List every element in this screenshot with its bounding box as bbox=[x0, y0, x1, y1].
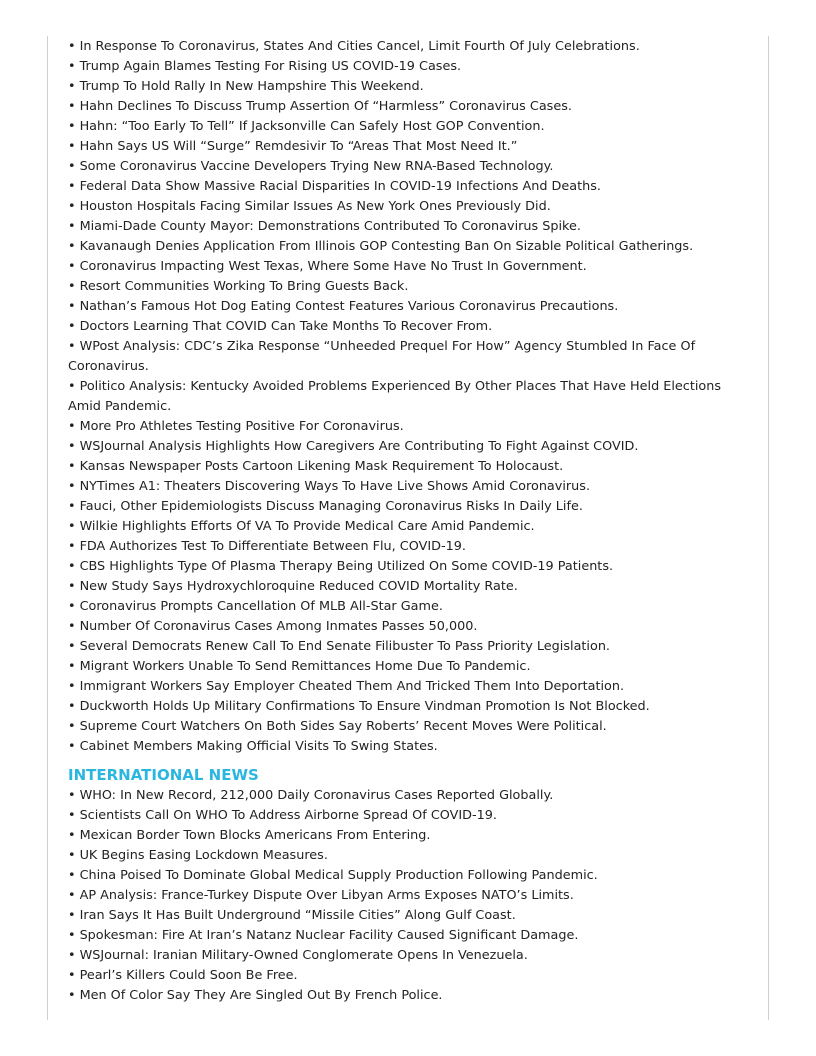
headline-item[interactable] bbox=[68, 97, 748, 117]
headline-item[interactable] bbox=[68, 197, 748, 217]
bullet-icon: • bbox=[68, 868, 76, 883]
headline-item[interactable] bbox=[68, 737, 748, 757]
bullet-icon: • bbox=[68, 619, 76, 634]
bullet-icon: • bbox=[68, 119, 76, 134]
headline-text: More Pro Athletes Testing Positive For Coronavirus. bbox=[79, 419, 404, 434]
headline-item[interactable] bbox=[68, 337, 748, 377]
headline-item[interactable] bbox=[68, 657, 748, 677]
bullet-icon: • bbox=[68, 539, 76, 554]
headline-text: Scientists Call On WHO To Address Airborne Spread Of COVID-19. bbox=[79, 808, 497, 823]
headline-text: Politico Analysis: Kentucky Avoided Problems Experienced By Other Places That Have Held Elections Amid Pandemic. bbox=[68, 379, 722, 414]
headline-item[interactable] bbox=[68, 826, 748, 846]
bullet-icon: • bbox=[68, 679, 76, 694]
headline-text: Some Coronavirus Vaccine Developers Trying New RNA-Based Technology. bbox=[79, 159, 554, 174]
headline-text: In Response To Coronavirus, States And Cities Cancel, Limit Fourth Of July Celebrations. bbox=[79, 39, 640, 54]
headline-item[interactable] bbox=[68, 866, 748, 886]
bullet-icon: • bbox=[68, 948, 76, 963]
headline-text: Trump Again Blames Testing For Rising US COVID-19 Cases. bbox=[79, 59, 462, 74]
bullet-icon: • bbox=[68, 719, 76, 734]
bullet-icon: • bbox=[68, 99, 76, 114]
headline-text: WPost Analysis: CDC’s Zika Response “Unheeded Prequel For How” Agency Stumbled In Face Of Coronavirus. bbox=[68, 339, 696, 374]
bullet-icon: • bbox=[68, 808, 76, 823]
headline-text: WSJournal: Iranian Military-Owned Conglomerate Opens In Venezuela. bbox=[79, 948, 528, 963]
headline-text: Iran Says It Has Built Underground “Missile Cities” Along Gulf Coast. bbox=[79, 908, 516, 923]
headline-text: AP Analysis: France-Turkey Dispute Over Libyan Arms Exposes NATO’s Limits. bbox=[79, 888, 574, 903]
bullet-icon: • bbox=[68, 888, 76, 903]
headline-text: Coronavirus Impacting West Texas, Where Some Have No Trust In Government. bbox=[79, 259, 587, 274]
bullet-icon: • bbox=[68, 59, 76, 74]
bullet-icon: • bbox=[68, 579, 76, 594]
headline-text: Coronavirus Prompts Cancellation Of MLB All-Star Game. bbox=[79, 599, 443, 614]
headline-text: Migrant Workers Unable To Send Remittances Home Due To Pandemic. bbox=[79, 659, 531, 674]
bullet-icon: • bbox=[68, 459, 76, 474]
right-border-line bbox=[768, 36, 769, 1020]
headline-text: Fauci, Other Epidemiologists Discuss Managing Coronavirus Risks In Daily Life. bbox=[79, 499, 583, 514]
headline-text: Mexican Border Town Blocks Americans From Entering. bbox=[79, 828, 431, 843]
headline-item[interactable] bbox=[68, 697, 748, 717]
headline-text: CBS Highlights Type Of Plasma Therapy Being Utilized On Some COVID-19 Patients. bbox=[79, 559, 614, 574]
bullet-icon: • bbox=[68, 179, 76, 194]
headline-item[interactable] bbox=[68, 157, 748, 177]
headline-text: Kansas Newspaper Posts Cartoon Likening Mask Requirement To Holocaust. bbox=[79, 459, 564, 474]
headline-item[interactable] bbox=[68, 57, 748, 77]
headline-item[interactable] bbox=[68, 117, 748, 137]
headline-text: Hahn Declines To Discuss Trump Assertion Of “Harmless” Coronavirus Cases. bbox=[79, 99, 572, 114]
bullet-icon: • bbox=[68, 908, 76, 923]
bullet-icon: • bbox=[68, 39, 76, 54]
headline-item[interactable] bbox=[68, 577, 748, 597]
headline-item[interactable] bbox=[68, 217, 748, 237]
headline-text: Trump To Hold Rally In New Hampshire This Weekend. bbox=[79, 79, 424, 94]
headline-text: Resort Communities Working To Bring Guests Back. bbox=[79, 279, 409, 294]
headline-item[interactable] bbox=[68, 806, 748, 826]
headline-text: FDA Authorizes Test To Differentiate Between Flu, COVID-19. bbox=[79, 539, 466, 554]
bullet-icon: • bbox=[68, 928, 76, 943]
headline-item[interactable] bbox=[68, 277, 748, 297]
headline-text: Duckworth Holds Up Military Confirmations To Ensure Vindman Promotion Is Not Blocked. bbox=[79, 699, 650, 714]
headline-item[interactable] bbox=[68, 457, 748, 477]
headline-item[interactable] bbox=[68, 637, 748, 657]
headline-item[interactable] bbox=[68, 377, 748, 417]
headline-text: Immigrant Workers Say Employer Cheated Them And Tricked Them Into Deportation. bbox=[79, 679, 625, 694]
headline-item[interactable] bbox=[68, 297, 748, 317]
headline-item[interactable] bbox=[68, 257, 748, 277]
bullet-icon: • bbox=[68, 339, 76, 354]
headline-text: UK Begins Easing Lockdown Measures. bbox=[79, 848, 328, 863]
international-news-heading: INTERNATIONAL NEWS bbox=[68, 766, 259, 784]
headline-item[interactable] bbox=[68, 237, 748, 257]
headline-item[interactable] bbox=[68, 677, 748, 697]
bullet-icon: • bbox=[68, 739, 76, 754]
headline-item[interactable] bbox=[68, 177, 748, 197]
headline-text: Hahn Says US Will “Surge” Remdesivir To “Areas That Most Need It.” bbox=[79, 139, 518, 154]
bullet-icon: • bbox=[68, 479, 76, 494]
headline-text: China Poised To Dominate Global Medical Supply Production Following Pandemic. bbox=[79, 868, 598, 883]
bullet-icon: • bbox=[68, 139, 76, 154]
headline-text: Kavanaugh Denies Application From Illinois GOP Contesting Ban On Sizable Political Gatherings. bbox=[79, 239, 694, 254]
bullet-icon: • bbox=[68, 639, 76, 654]
left-border-line bbox=[47, 36, 48, 1020]
bullet-icon: • bbox=[68, 239, 76, 254]
bullet-icon: • bbox=[68, 699, 76, 714]
bullet-icon: • bbox=[68, 499, 76, 514]
bullet-icon: • bbox=[68, 379, 76, 394]
headline-text: Doctors Learning That COVID Can Take Months To Recover From. bbox=[79, 319, 493, 334]
bullet-icon: • bbox=[68, 419, 76, 434]
headline-item[interactable] bbox=[68, 946, 748, 966]
headline-text: Number Of Coronavirus Cases Among Inmates Passes 50,000. bbox=[79, 619, 478, 634]
bullet-icon: • bbox=[68, 988, 76, 1003]
bullet-icon: • bbox=[68, 828, 76, 843]
headline-text: Supreme Court Watchers On Both Sides Say Roberts’ Recent Moves Were Political. bbox=[79, 719, 607, 734]
headline-item[interactable] bbox=[68, 926, 748, 946]
bullet-icon: • bbox=[68, 659, 76, 674]
headline-item[interactable] bbox=[68, 906, 748, 926]
headline-item[interactable] bbox=[68, 437, 748, 457]
headline-text: WSJournal Analysis Highlights How Caregivers Are Contributing To Fight Against COVID. bbox=[79, 439, 639, 454]
headline-item[interactable] bbox=[68, 37, 748, 57]
bullet-icon: • bbox=[68, 259, 76, 274]
bullet-icon: • bbox=[68, 439, 76, 454]
headline-item[interactable] bbox=[68, 317, 748, 337]
bullet-icon: • bbox=[68, 968, 76, 983]
headline-text: Pearl’s Killers Could Soon Be Free. bbox=[79, 968, 298, 983]
headline-item[interactable] bbox=[68, 986, 748, 1006]
headline-text: Wilkie Highlights Efforts Of VA To Provide Medical Care Amid Pandemic. bbox=[79, 519, 535, 534]
headline-item[interactable] bbox=[68, 617, 748, 637]
bullet-icon: • bbox=[68, 599, 76, 614]
headline-item[interactable] bbox=[68, 886, 748, 906]
headline-item[interactable] bbox=[68, 537, 748, 557]
bullet-icon: • bbox=[68, 319, 76, 334]
headline-item[interactable] bbox=[68, 717, 748, 737]
headline-item[interactable] bbox=[68, 517, 748, 537]
headline-text: Miami-Dade County Mayor: Demonstrations Contributed To Coronavirus Spike. bbox=[79, 219, 581, 234]
headline-text: WHO: In New Record, 212,000 Daily Coronavirus Cases Reported Globally. bbox=[79, 788, 554, 803]
bullet-icon: • bbox=[68, 79, 76, 94]
bullet-icon: • bbox=[68, 199, 76, 214]
international-news-list bbox=[68, 786, 748, 1006]
bullet-icon: • bbox=[68, 299, 76, 314]
bullet-icon: • bbox=[68, 519, 76, 534]
bullet-icon: • bbox=[68, 848, 76, 863]
headline-text: Hahn: “Too Early To Tell” If Jacksonville Can Safely Host GOP Convention. bbox=[79, 119, 545, 134]
headline-item[interactable] bbox=[68, 966, 748, 986]
news-briefing-content bbox=[68, 37, 748, 1006]
headline-item[interactable] bbox=[68, 497, 748, 517]
headline-text: NYTimes A1: Theaters Discovering Ways To Have Live Shows Amid Coronavirus. bbox=[79, 479, 591, 494]
headline-text: Several Democrats Renew Call To End Senate Filibuster To Pass Priority Legislation. bbox=[79, 639, 610, 654]
bullet-icon: • bbox=[68, 159, 76, 174]
headline-item[interactable] bbox=[68, 786, 748, 806]
headline-item[interactable] bbox=[68, 417, 748, 437]
bullet-icon: • bbox=[68, 219, 76, 234]
headline-text: Houston Hospitals Facing Similar Issues As New York Ones Previously Did. bbox=[79, 199, 551, 214]
headline-text: Federal Data Show Massive Racial Disparities In COVID-19 Infections And Deaths. bbox=[79, 179, 601, 194]
headline-text: Men Of Color Say They Are Singled Out By French Police. bbox=[79, 988, 443, 1003]
headline-item[interactable] bbox=[68, 557, 748, 577]
bullet-icon: • bbox=[68, 788, 76, 803]
headline-text: Cabinet Members Making Official Visits To Swing States. bbox=[79, 739, 438, 754]
headline-item[interactable] bbox=[68, 137, 748, 157]
headline-item[interactable] bbox=[68, 597, 748, 617]
headline-text: Nathan’s Famous Hot Dog Eating Contest Features Various Coronavirus Precautions. bbox=[79, 299, 619, 314]
headline-item[interactable] bbox=[68, 77, 748, 97]
headline-text: Spokesman: Fire At Iran’s Natanz Nuclear Facility Caused Significant Damage. bbox=[79, 928, 579, 943]
bullet-icon: • bbox=[68, 279, 76, 294]
headline-item[interactable] bbox=[68, 846, 748, 866]
bullet-icon: • bbox=[68, 559, 76, 574]
top-stories-list bbox=[68, 37, 748, 757]
headline-item[interactable] bbox=[68, 477, 748, 497]
headline-text: New Study Says Hydroxychloroquine Reduced COVID Mortality Rate. bbox=[79, 579, 518, 594]
